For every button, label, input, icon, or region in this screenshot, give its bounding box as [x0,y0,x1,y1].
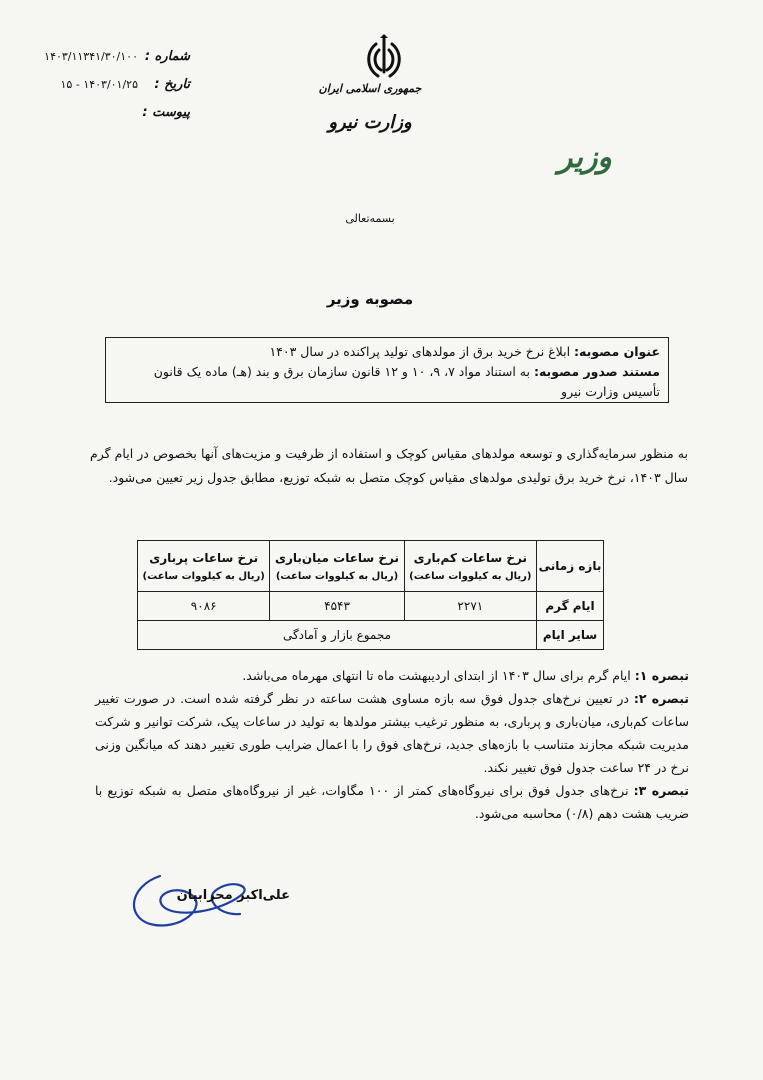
letter-attachment-row [40,100,190,124]
header-period: بازه زمانی [537,541,604,592]
cell-peak: ۹۰۸۶ [138,592,270,621]
subject-line [114,342,660,362]
row-period: ایام گرم [537,592,604,621]
table-row [138,621,604,650]
letter-meta [40,44,190,128]
subject-box [105,337,669,403]
attachment-label: پیوست : [142,104,190,120]
minister-title: وزیر [558,140,612,175]
iran-emblem-icon [358,32,410,84]
document-title: مصوبه وزیر [326,290,414,308]
table-header-row [138,541,604,592]
header-low [404,541,536,592]
header-mid-unit: (ریال به کیلووات ساعت) [275,570,399,582]
header-peak-label: نرخ ساعات پرباری [149,550,259,565]
header-low-unit: (ریال به کیلووات ساعت) [409,570,532,582]
header-mid [270,541,404,592]
basis-label: مستند صدور مصوبه: [533,364,660,379]
subject-label: عنوان مصوبه: [574,344,660,359]
cell-mid: ۴۵۴۳ [270,592,404,621]
header-low-label: نرخ ساعات کم‌باری [413,550,527,565]
basis-text: به استناد مواد ۷، ۹، ۱۰ و ۱۲ قانون سازمان برق و بند (هـ) ماده یک قانون تأسیس وزارت نیرو [153,364,660,399]
org-line-2: وزارت نیرو [328,112,412,133]
number-label: شماره : [144,48,190,64]
notes-section [95,664,689,825]
date-label: تاریخ : [154,76,190,92]
note-2-label: تبصره ۲: [633,691,689,706]
basmala: بسمه‌تعالی [345,212,395,225]
note-1-label: تبصره ۱: [634,668,689,683]
note-2 [95,687,689,779]
note-3-text: نرخ‌های جدول فوق برای نیروگاه‌های کمتر از ۱۰۰ مگاوات، غیر از نیروگاه‌های متصل به شبکه توزیع با ضریب هشت دهم (۰/۸) محاسبه می‌شود. [95,783,689,821]
intro-paragraph: به منظور سرمایه‌گذاری و توسعه مولدهای مقیاس کوچک و استفاده از ظرفیت و مزیت‌های آنها بخصوص در ایام گرم سال ۱۴۰۳، نرخ خرید برق تولیدی مولدهای مقیاس کوچک متصل به شبکه توزیع، مطابق جدول زیر تعیین می‌شود. [90,446,688,485]
date-value: ۱۴۰۳/۰۱/۲۵ - ۱۵ [60,77,138,91]
letter-number-row [40,44,190,68]
note-1 [95,664,689,687]
subject-text: ابلاغ نرخ خرید برق از مولدهای تولید پراکنده در سال ۱۴۰۳ [269,344,575,359]
note-3 [95,779,689,825]
cell-merged: مجموع بازار و آمادگی [138,621,537,650]
cell-low: ۲۲۷۱ [404,592,536,621]
org-line-1: جمهوری اسلامی ایران [318,82,422,95]
row-period: سایر ایام [537,621,604,650]
letter-date-row [40,72,190,96]
table-row [138,592,604,621]
header-peak [138,541,270,592]
signatory-name: علی‌اکبر محرابیان [176,888,290,903]
note-1-text: ایام گرم برای سال ۱۴۰۳ از ابتدای اردیبهشت ماه تا انتهای مهرماه می‌باشد. [242,668,635,683]
header-mid-label: نرخ ساعات میان‌باری [274,550,400,565]
header-peak-unit: (ریال به کیلووات ساعت) [142,570,265,582]
note-2-text: در تعیین نرخ‌های جدول فوق سه بازه مساوی هشت ساعته در نظر گرفته شده است. در صورت تغییر ساعات کم‌باری، میان‌باری و پرباری، به منظور ترغیب بیشتر مولدها به تولید در ساعات پیک، شرکت توانیر و شرکت مدیریت شبکه مجازند متناسب با بازه‌های جدید، نرخ‌های فوق را با اعمال ضرایب طوری تغییر دهند که میانگین وزنی نرخ در ۲۴ ساعت جدول فوق تغییر نکند. [95,691,689,775]
note-3-label: تبصره ۳: [633,783,690,798]
number-value: ۱۴۰۳/۱۱۳۴۱/۳۰/۱۰۰ [44,49,138,63]
rates-table [137,540,604,650]
basis-line [114,362,660,402]
